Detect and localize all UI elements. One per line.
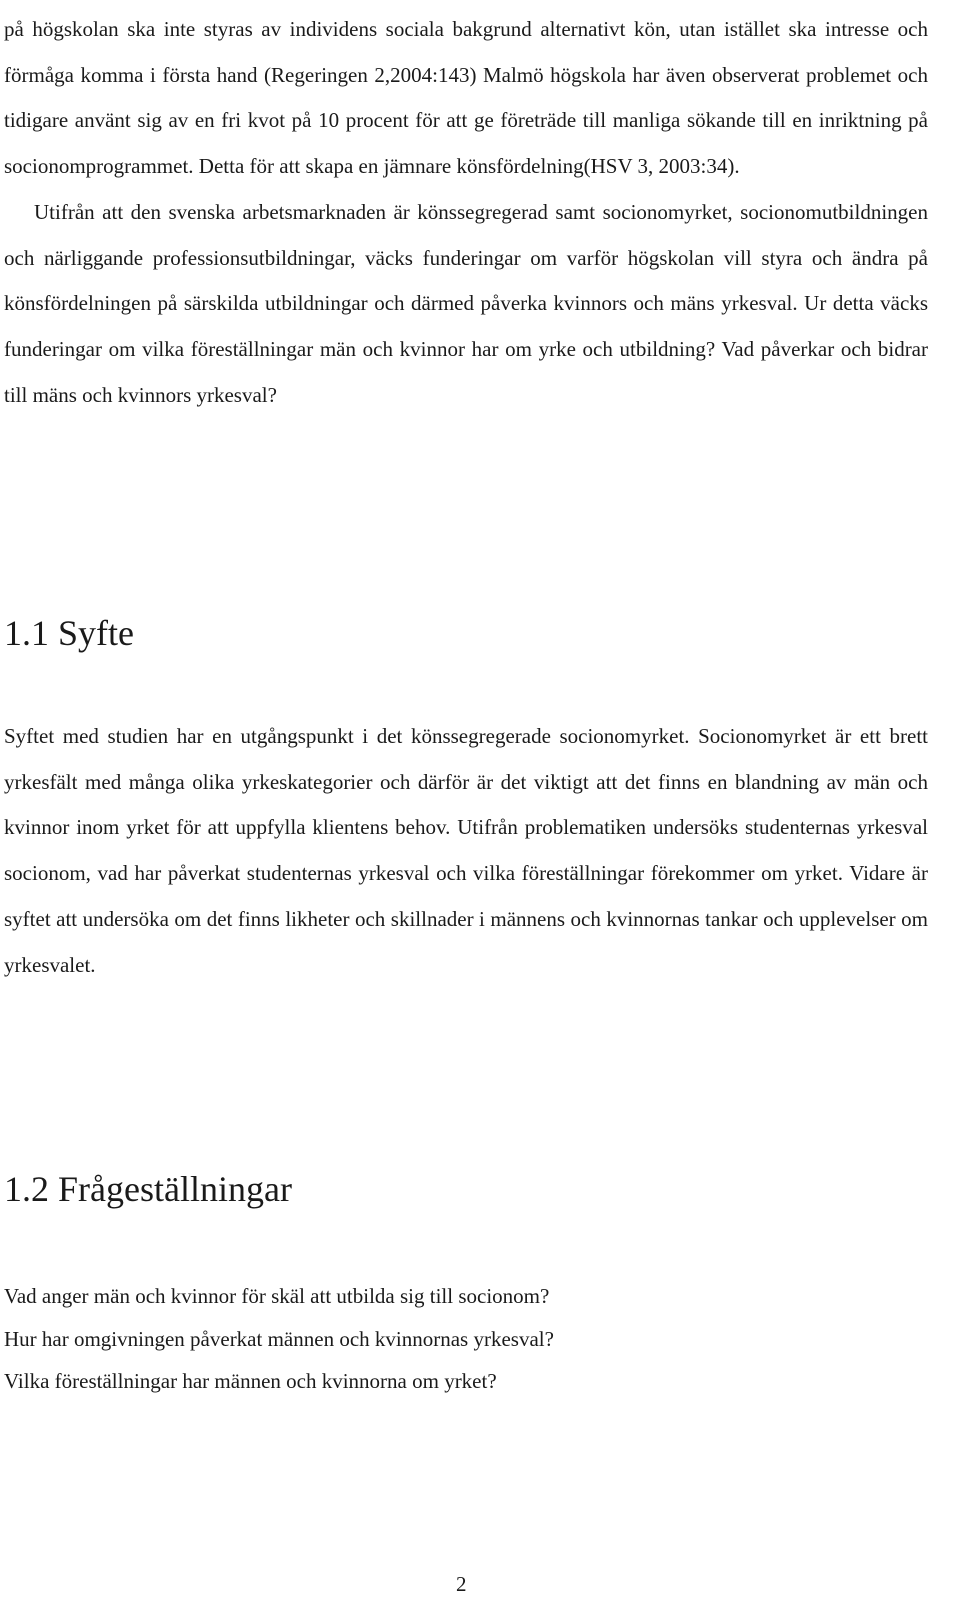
- question-item: Vilka föreställningar har männen och kvinnorna om yrket?: [4, 1369, 497, 1393]
- question-item: Vad anger män och kvinnor för skäl att utbilda sig till socionom?: [4, 1284, 550, 1308]
- page-number: 2: [456, 1572, 467, 1596]
- section-heading-fragestallningar: 1.2 Frågeställningar: [4, 1169, 292, 1209]
- question-list: [4, 1275, 928, 1403]
- intro-paragraph: på högskolan ska inte styras av individens sociala bakgrund alternativt kön, utan istället ska intresse och förmåga komma i första hand (Regeringen 2,2004:143) Malmö högskola har även observerat problemet och tidigare använt sig av en fri kvot på 10 procent för att ge företräde till manliga sökande till en inriktning på socionomprogrammet. Detta för att skapa en jämnare könsfördelning(HSV 3, 2003:34).: [4, 17, 928, 179]
- background-paragraph: Utifrån att den svenska arbetsmarknaden är könssegregerad samt socionomyrket, socionomutbildningen och närliggande professionsutbildningar, väcks funderingar om varför högskolan vill styra och ändra på könsfördelningen på särskilda utbildningar och därmed påverka kvinnors och mäns yrkesval. Ur detta väcks funderingar om vilka föreställningar män och kvinnor har om yrke och utbildning? Vad påverkar och bidrar till mäns och kvinnors yrkesval?: [4, 200, 928, 407]
- syfte-paragraph: Syftet med studien har en utgångspunkt i det könssegregerade socionomyrket. Socionomyrket är ett brett yrkesfält med många olika yrkeskategorier och därför är det viktigt att det finns en blandning av män och kvinnor inom yrket för att uppfylla klientens behov. Utifrån problematiken undersöks studenternas yrkesval socionom, vad har påverkat studenternas yrkesval och vilka föreställningar förekommer om yrket. Vidare är syftet att undersöka om det finns likheter och skillnader i männens och kvinnornas tankar och upplevelser om yrkesvalet.: [4, 724, 928, 977]
- question-item: Hur har omgivningen påverkat männen och kvinnornas yrkesval?: [4, 1326, 554, 1351]
- section-heading-syfte: 1.1 Syfte: [4, 613, 134, 653]
